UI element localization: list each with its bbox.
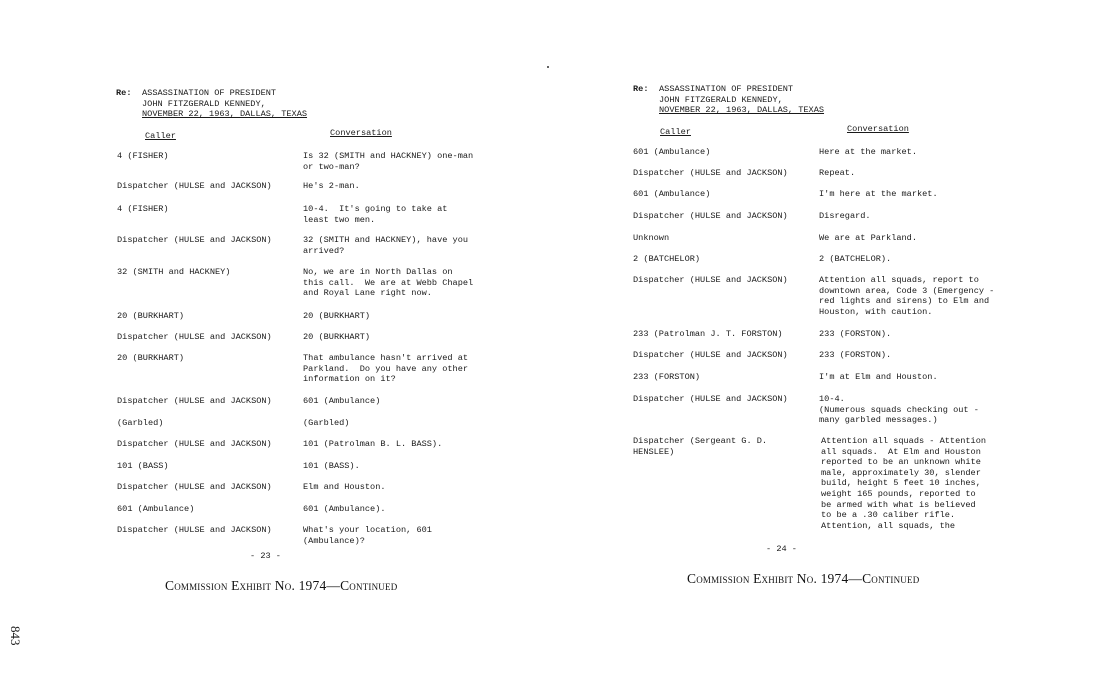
conversation-cell: 233 (FORSTON). xyxy=(819,329,892,339)
caller-cell: Dispatcher (HULSE and JACKSON) xyxy=(117,332,272,342)
conversation-cell: Here at the market. xyxy=(819,147,917,157)
caller-cell: 233 (Patrolman J. T. FORSTON) xyxy=(633,329,783,339)
conversation-cell: 233 (FORSTON). xyxy=(819,350,892,360)
conversation-cell: Repeat. xyxy=(819,168,856,178)
conversation-cell: 20 (BURKHART) xyxy=(303,332,371,342)
transcript-row xyxy=(117,439,443,450)
exhibit-caption: Commission Exhibit No. 1974—Continued xyxy=(687,571,920,586)
caller-cell: Dispatcher (HULSE and JACKSON) xyxy=(633,168,788,178)
caller-cell: Dispatcher (HULSE and JACKSON) xyxy=(633,211,788,221)
transcript-row xyxy=(633,436,987,531)
re-label: Re: xyxy=(116,88,132,98)
caller-cell: Unknown xyxy=(633,233,670,243)
conversation-cell: We are at Parkland. xyxy=(819,233,917,243)
conversation-cell: 2 (BATCHELOR). xyxy=(819,254,892,264)
conversation-cell: 101 (Patrolman B. L. BASS). xyxy=(303,439,443,449)
caller-cell: Dispatcher (Sergeant G. D. HENSLEE) xyxy=(633,436,768,457)
re-title-line-1: ASSASSINATION OF PRESIDENT xyxy=(659,84,794,94)
caller-cell: 4 (FISHER) xyxy=(117,204,169,214)
transcript-row xyxy=(117,181,360,192)
conversation-cell: Attention all squads - Attention all squads. At Elm and Houston reported to be an unknown white male, approximately 30, slender build, height 5 feet 10 inches, weight 165 pounds, reported to be armed with what is believed to be a .30 caliber rifle. Attention, all squads, the xyxy=(821,436,987,531)
transcript-row xyxy=(633,189,938,200)
conversation-cell: 601 (Ambulance). xyxy=(303,504,386,514)
transcript-row xyxy=(117,525,432,546)
speck xyxy=(547,66,549,68)
conversation-header: Conversation xyxy=(847,124,909,134)
caller-cell: Dispatcher (HULSE and JACKSON) xyxy=(117,482,272,492)
transcript-row xyxy=(633,211,871,222)
transcript-row xyxy=(633,275,995,317)
caller-cell: 20 (BURKHART) xyxy=(117,311,185,321)
caller-cell: Dispatcher (HULSE and JACKSON) xyxy=(117,525,272,535)
caller-cell: 4 (FISHER) xyxy=(117,151,169,161)
exhibit-caption: Commission Exhibit No. 1974—Continued xyxy=(165,578,398,593)
caller-cell: 601 (Ambulance) xyxy=(117,504,195,514)
caller-header: Caller xyxy=(145,131,176,141)
transcript-row xyxy=(633,394,979,426)
conversation-cell: 20 (BURKHART) xyxy=(303,311,371,321)
caller-cell: Dispatcher (HULSE and JACKSON) xyxy=(633,394,788,404)
caller-cell: 2 (BATCHELOR) xyxy=(633,254,701,264)
transcript-row xyxy=(633,350,892,361)
caller-cell: Dispatcher (HULSE and JACKSON) xyxy=(633,275,788,285)
transcript-row xyxy=(117,504,386,515)
caller-cell: 101 (BASS) xyxy=(117,461,169,471)
conversation-cell: I'm at Elm and Houston. xyxy=(819,372,938,382)
conversation-cell: Attention all squads, report to downtown area, Code 3 (Emergency - red lights and sirens) to Elm and Houston, with caution. xyxy=(819,275,995,317)
conversation-cell: 601 (Ambulance) xyxy=(303,396,381,406)
caller-cell: Dispatcher (HULSE and JACKSON) xyxy=(633,350,788,360)
caller-cell: 601 (Ambulance) xyxy=(633,189,711,199)
re-label: Re: xyxy=(633,84,649,94)
transcript-row xyxy=(117,418,350,429)
conversation-cell: 10-4. (Numerous squads checking out - many garbled messages.) xyxy=(819,394,979,426)
conversation-cell: (Garbled) xyxy=(303,418,350,428)
caller-cell: Dispatcher (HULSE and JACKSON) xyxy=(117,439,272,449)
transcript-row xyxy=(117,461,360,472)
caller-cell: Dispatcher (HULSE and JACKSON) xyxy=(117,235,272,245)
transcript-row xyxy=(633,147,917,158)
re-title-line-2: JOHN FITZGERALD KENNEDY, xyxy=(142,98,266,109)
conversation-cell: Is 32 (SMITH and HACKNEY) one-man or two-man? xyxy=(303,151,474,172)
caller-cell: 32 (SMITH and HACKNEY) xyxy=(117,267,231,277)
conversation-cell: That ambulance hasn't arrived at Parkland. Do you have any other information on it? xyxy=(303,353,469,385)
conversation-cell: Disregard. xyxy=(819,211,871,221)
re-title-line-1: ASSASSINATION OF PRESIDENT xyxy=(142,88,277,98)
page-number: - 23 - xyxy=(250,551,281,561)
caller-cell: 233 (FORSTON) xyxy=(633,372,701,382)
caller-cell: 20 (BURKHART) xyxy=(117,353,185,363)
conversation-cell: 32 (SMITH and HACKNEY), have you arrived? xyxy=(303,235,469,256)
caller-cell: 601 (Ambulance) xyxy=(633,147,711,157)
caller-cell: Dispatcher (HULSE and JACKSON) xyxy=(117,181,272,191)
transcript-row xyxy=(117,482,386,493)
conversation-cell: Elm and Houston. xyxy=(303,482,386,492)
re-heading xyxy=(633,84,824,116)
transcript-row xyxy=(117,311,371,322)
caller-cell: (Garbled) xyxy=(117,418,164,428)
transcript-row xyxy=(633,329,892,340)
transcript-row xyxy=(117,267,474,299)
transcript-row xyxy=(117,151,474,172)
transcript-row xyxy=(633,168,856,179)
right-page xyxy=(547,0,1094,691)
conversation-cell: 101 (BASS). xyxy=(303,461,360,471)
transcript-row xyxy=(633,233,917,244)
re-date: NOVEMBER 22, 1963, DALLAS, TEXAS xyxy=(659,105,825,116)
conversation-cell: 10-4. It's going to take at least two men. xyxy=(303,204,448,225)
conversation-cell: No, we are in North Dallas on this call. We are at Webb Chapel and Royal Lane right now. xyxy=(303,267,474,299)
transcript-row xyxy=(117,235,469,256)
transcript-row xyxy=(633,254,892,265)
side-page-number: 843 xyxy=(8,626,23,646)
conversation-cell: What's your location, 601 (Ambulance)? xyxy=(303,525,432,546)
re-heading xyxy=(116,88,307,120)
transcript-row xyxy=(117,204,448,225)
transcript-row xyxy=(633,372,938,383)
conversation-cell: I'm here at the market. xyxy=(819,189,938,199)
transcript-row xyxy=(117,396,381,407)
caller-cell: Dispatcher (HULSE and JACKSON) xyxy=(117,396,272,406)
re-title-line-2: JOHN FITZGERALD KENNEDY, xyxy=(659,94,783,105)
conversation-header: Conversation xyxy=(330,128,392,138)
conversation-cell: He's 2-man. xyxy=(303,181,360,191)
transcript-row xyxy=(117,332,371,343)
transcript-row xyxy=(117,353,469,385)
re-date: NOVEMBER 22, 1963, DALLAS, TEXAS xyxy=(142,109,308,120)
page-number: - 24 - xyxy=(766,544,797,554)
caller-header: Caller xyxy=(660,127,691,137)
